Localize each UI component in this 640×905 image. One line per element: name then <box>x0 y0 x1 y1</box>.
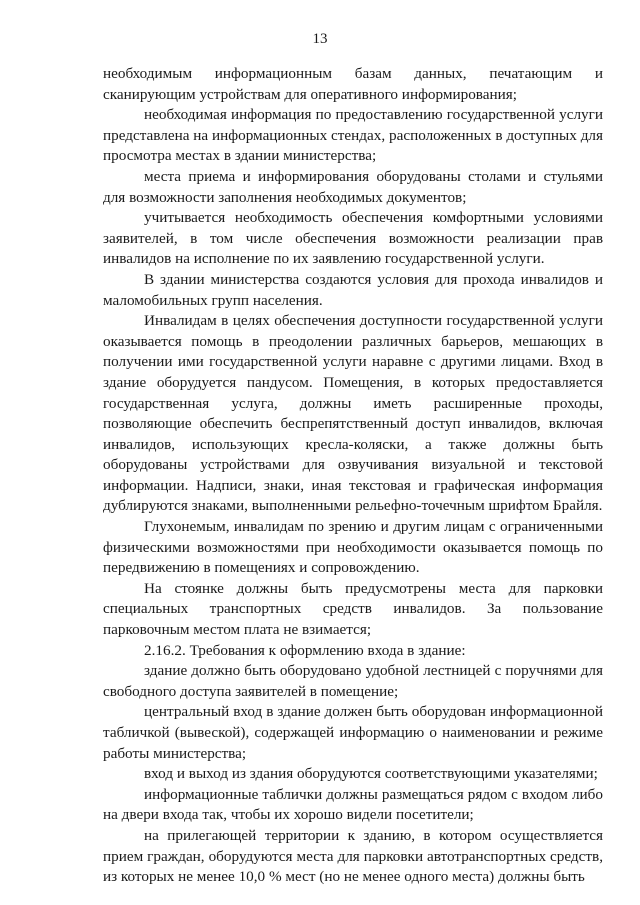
paragraph: здание должно быть оборудовано удобной лестницей с поручнями для свободного доступа заявителей в помещение; <box>103 662 603 700</box>
paragraph: учитывается необходимость обеспечения комфортными условиями заявителей, в том числе обеспечения возможности реализации прав инвалидов на исполнение по их заявлению государственной услуги. <box>103 209 603 268</box>
paragraph: На стоянке должны быть предусмотрены места для парковки специальных транспортных средств инвалидов. За пользование парковочным местом плата не взимается; <box>103 579 603 639</box>
page-number: 13 <box>312 31 328 47</box>
paragraph: Инвалидам в целях обеспечения доступности государственной услуги оказывается помощь в преодолении различных барьеров, мешающих в получении ими государственной услуги наравне с другими лицами. Вход в здание оборудуется пандусом. Помещения, в которых предоставляется государственная услуга, должны иметь расширенные проходы, позволяющие обеспечить беспрепятственный доступ инвалидов, включая инвалидов, использующих кресла-коляски, а также должны быть оборудованы устройствами для озвучивания визуальной и текстовой информации. Надписи, знаки, иная текстовая и графическая информация дублируются знаками, выполненными рельефно-точечным шрифтом Брайля. <box>103 312 603 515</box>
paragraph: необходимым информационным базам данных, печатающим и сканирующим устройствам для оперативного информирования; <box>103 65 603 103</box>
document-body <box>103 64 603 888</box>
paragraph: необходимая информация по предоставлению государственной услуги представлена на информационных стендах, расположенных в доступных для просмотра местах в здании министерства; <box>103 106 603 165</box>
paragraph: В здании министерства создаются условия для прохода инвалидов и маломобильных групп населения. <box>103 270 603 309</box>
paragraph: центральный вход в здание должен быть оборудован информационной табличкой (вывеской), содержащей информацию о наименовании и режиме работы министерства; <box>103 703 603 762</box>
paragraph: 2.16.2. Требования к оформлению входа в здание: <box>144 641 466 659</box>
paragraph: информационные таблички должны размещаться рядом с входом либо на двери входа так, чтобы их хорошо видели посетители; <box>103 785 603 824</box>
paragraph: на прилегающей территории к зданию, в котором осуществляется прием граждан, оборудуются места для парковки автотранспортных средств, из которых не менее 10,0 % мест (но не менее одного места) должны быть <box>103 826 603 886</box>
paragraph: Глухонемым, инвалидам по зрению и другим лицам с ограниченными физическими возможностями при необходимости оказывается помощь по передвижению в помещениях и сопровождению. <box>103 518 603 577</box>
paragraph: места приема и информирования оборудованы столами и стульями для возможности заполнения необходимых документов; <box>103 167 603 206</box>
paragraph: вход и выход из здания оборудуются соответствующими указателями; <box>144 765 598 783</box>
